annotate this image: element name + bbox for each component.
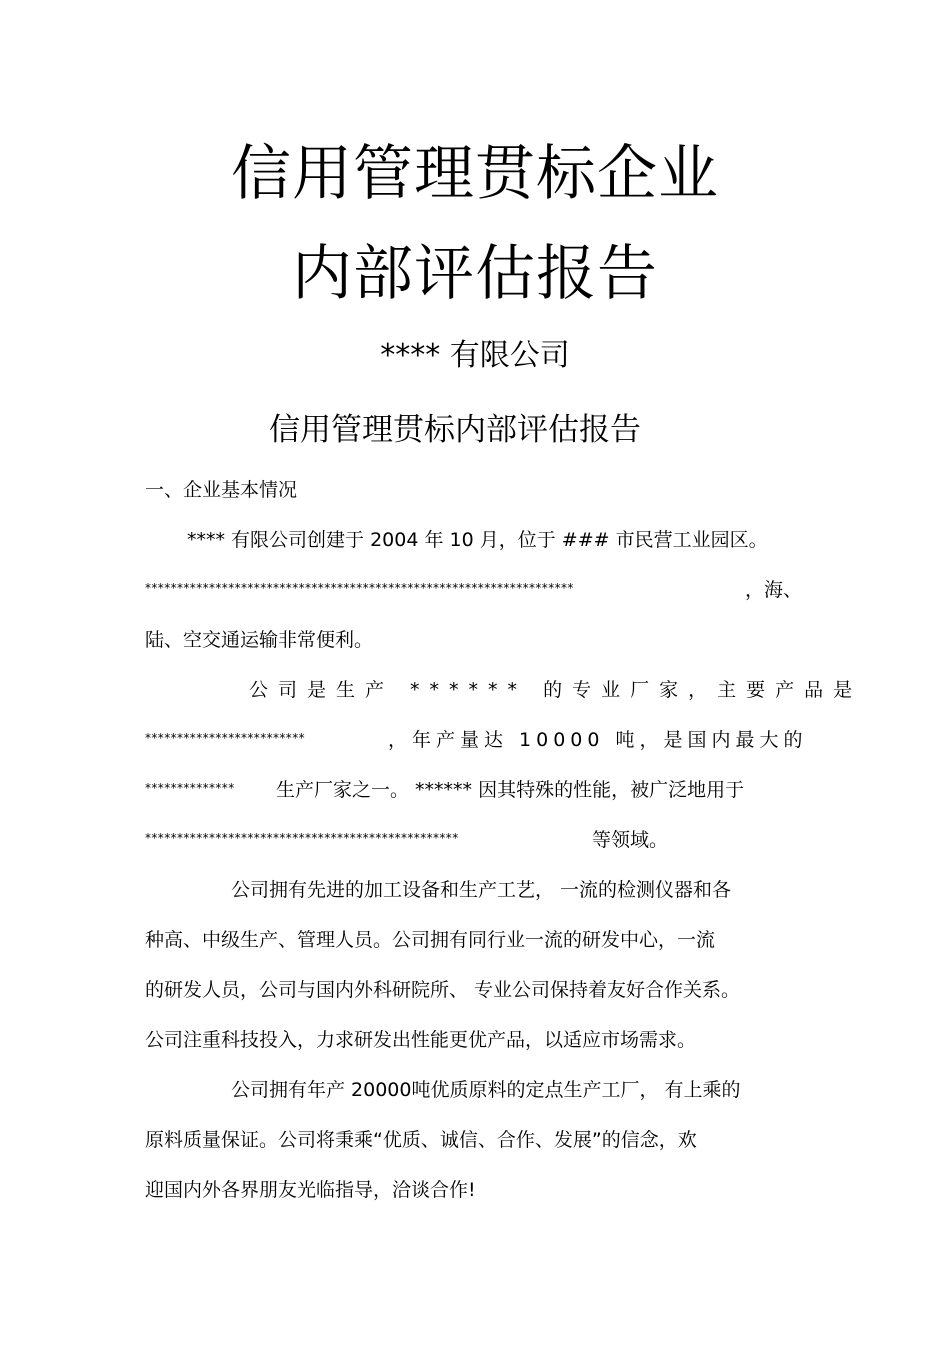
company-name: **** 有限公司 xyxy=(380,338,570,373)
paragraph-3-line-1: 公司拥有先进的加工设备和生产工艺， 一流的检测仪器和各 xyxy=(231,879,732,901)
paragraph-2-line-2-tail: ，年产量达 10000 吨，是国内最大的 xyxy=(388,729,808,751)
paragraph-2-line-2-masked: ************************* xyxy=(145,731,305,745)
paragraph-2-line-3-tail: 生产厂家之一。 ****** 因其特殊的性能，被广泛地用于 xyxy=(276,779,745,801)
paragraph-2-line-1: 公司是生产 ****** 的专业厂家，主要产品是 xyxy=(249,679,863,701)
paragraph-2-line-4-tail: 等领域。 xyxy=(592,829,669,851)
paragraph-4-line-1: 公司拥有年产 20000吨优质原料的定点生产工厂， 有上乘的 xyxy=(231,1079,741,1101)
report-title: 信用管理贯标内部评估报告 xyxy=(269,412,641,448)
paragraph-1-line-2-masked: ******************************************************************* xyxy=(145,581,574,595)
paragraph-4-line-2: 原料质量保证。公司将秉乘“优质、诚信、合作、发展”的信念，欢 xyxy=(145,1129,697,1151)
document-title-line-1: 信用管理贯标企业 xyxy=(231,139,719,209)
paragraph-2-line-3-masked: ************** xyxy=(145,781,235,795)
paragraph-1-line-2-tail: ，海、 xyxy=(745,579,803,601)
document-title-line-2: 内部评估报告 xyxy=(292,239,658,309)
paragraph-4-line-3: 迎国内外各界朋友光临指导，洽谈合作! xyxy=(145,1179,476,1201)
paragraph-3-line-2: 种高、中级生产、管理人员。公司拥有同行业一流的研发中心，一流 xyxy=(145,929,716,951)
paragraph-1-line-1: **** 有限公司创建于 2004 年 10 月，位于 ### 市民营工业园区。 xyxy=(187,529,768,551)
section-heading: 一、企业基本情况 xyxy=(145,479,298,501)
paragraph-1-line-3: 陆、空交通运输非常便利。 xyxy=(145,629,374,651)
paragraph-3-line-4: 公司注重科技投入，力求研发出性能更优产品，以适应市场需求。 xyxy=(145,1029,697,1051)
paragraph-2-line-4-masked: ************************************************* xyxy=(145,831,459,845)
paragraph-3-line-3: 的研发人员，公司与国内外科研院所、 专业公司保持着友好合作关系。 xyxy=(145,979,741,1001)
